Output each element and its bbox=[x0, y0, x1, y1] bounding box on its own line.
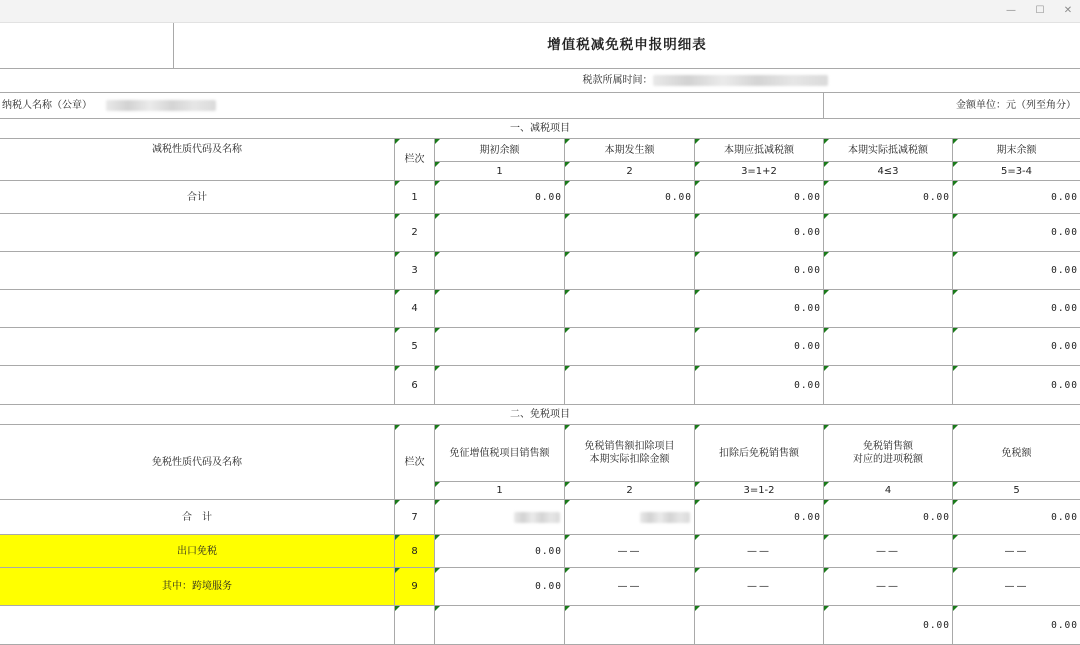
window-titlebar bbox=[0, 0, 1080, 23]
taxpayer-label: 纳税人名称（公章） bbox=[2, 100, 92, 111]
data-cell[interactable] bbox=[565, 214, 695, 252]
data-cell[interactable] bbox=[824, 214, 953, 252]
data-cell[interactable]: 0.00 bbox=[953, 181, 1080, 214]
data-cell[interactable]: 0.00 bbox=[695, 181, 824, 214]
row-name-cell[interactable] bbox=[0, 366, 395, 405]
data-cell[interactable] bbox=[435, 500, 565, 535]
data-cell[interactable]: —— bbox=[953, 568, 1080, 606]
data-cell[interactable]: 0.00 bbox=[824, 606, 953, 645]
section2-name-header: 免税性质代码及名称 bbox=[0, 425, 395, 500]
row-line-number: 8 bbox=[395, 535, 435, 568]
data-cell[interactable]: 0.00 bbox=[435, 568, 565, 606]
data-cell[interactable]: 0.00 bbox=[953, 328, 1080, 366]
row-line-number: 7 bbox=[395, 500, 435, 535]
column-header: 期末余额 bbox=[953, 139, 1080, 162]
row-line-number: 4 bbox=[395, 290, 435, 328]
data-cell[interactable]: 0.00 bbox=[695, 328, 824, 366]
row-line-number: 3 bbox=[395, 252, 435, 290]
column-header: 扣除后免税销售额 bbox=[695, 425, 824, 482]
data-cell[interactable] bbox=[824, 366, 953, 405]
data-cell[interactable] bbox=[824, 252, 953, 290]
column-number: 3=1-2 bbox=[695, 482, 824, 500]
data-cell[interactable] bbox=[565, 290, 695, 328]
data-cell[interactable] bbox=[435, 328, 565, 366]
data-cell[interactable]: 0.00 bbox=[435, 535, 565, 568]
column-number: 4≤3 bbox=[824, 162, 953, 181]
data-cell[interactable]: —— bbox=[824, 568, 953, 606]
data-cell[interactable]: 0.00 bbox=[695, 366, 824, 405]
column-number: 5=3-4 bbox=[953, 162, 1080, 181]
data-cell[interactable] bbox=[565, 606, 695, 645]
spreadsheet-grid bbox=[0, 23, 1080, 645]
row-line-number: 2 bbox=[395, 214, 435, 252]
column-number: 4 bbox=[824, 482, 953, 500]
column-header: 免税销售额 对应的进项税额 bbox=[824, 425, 953, 482]
data-cell[interactable]: 0.00 bbox=[824, 500, 953, 535]
data-cell[interactable]: —— bbox=[565, 568, 695, 606]
amount-unit: 金额单位：元（列至角分） bbox=[824, 93, 1080, 119]
redacted-value bbox=[640, 512, 690, 523]
data-cell[interactable]: 0.00 bbox=[953, 606, 1080, 645]
minimize-icon[interactable]: — bbox=[1006, 5, 1016, 16]
row-name-cell[interactable] bbox=[0, 606, 395, 645]
column-header: 期初余额 bbox=[435, 139, 565, 162]
data-cell[interactable] bbox=[435, 606, 565, 645]
row-name-cell[interactable]: 其中：跨境服务 bbox=[0, 568, 395, 606]
data-cell[interactable]: —— bbox=[695, 568, 824, 606]
data-cell[interactable]: —— bbox=[695, 535, 824, 568]
data-cell[interactable] bbox=[435, 290, 565, 328]
close-icon[interactable]: ✕ bbox=[1063, 5, 1073, 16]
column-header: 本期实际抵减税额 bbox=[824, 139, 953, 162]
data-cell[interactable] bbox=[565, 500, 695, 535]
section2-line-header: 栏次 bbox=[395, 425, 435, 500]
column-number: 2 bbox=[565, 162, 695, 181]
taxpayer-name-redacted bbox=[106, 100, 216, 111]
data-cell[interactable]: 0.00 bbox=[565, 181, 695, 214]
taxpayer-name-cell[interactable] bbox=[0, 93, 824, 119]
section1-line-header: 栏次 bbox=[395, 139, 435, 181]
data-cell[interactable]: 0.00 bbox=[824, 181, 953, 214]
column-number: 1 bbox=[435, 482, 565, 500]
section2-heading: 二、免税项目 bbox=[0, 405, 1080, 425]
data-cell[interactable] bbox=[435, 252, 565, 290]
row-line-number: 9 bbox=[395, 568, 435, 606]
tax-period-label: 税款所属时间： bbox=[582, 75, 653, 86]
data-cell[interactable]: 0.00 bbox=[953, 366, 1080, 405]
header-blank-cell[interactable] bbox=[0, 23, 174, 69]
data-cell[interactable]: 0.00 bbox=[953, 290, 1080, 328]
column-number: 2 bbox=[565, 482, 695, 500]
data-cell[interactable] bbox=[824, 328, 953, 366]
row-name-cell[interactable]: 出口免税 bbox=[0, 535, 395, 568]
section1-heading: 一、减税项目 bbox=[0, 119, 1080, 139]
column-number: 5 bbox=[953, 482, 1080, 500]
data-cell[interactable]: —— bbox=[953, 535, 1080, 568]
row-name-cell[interactable] bbox=[0, 290, 395, 328]
data-cell[interactable]: 0.00 bbox=[953, 252, 1080, 290]
data-cell[interactable]: 0.00 bbox=[695, 500, 824, 535]
data-cell[interactable] bbox=[565, 252, 695, 290]
data-cell[interactable] bbox=[435, 366, 565, 405]
row-line-number: 6 bbox=[395, 366, 435, 405]
column-header: 免税额 bbox=[953, 425, 1080, 482]
section1-name-header: 减税性质代码及名称 bbox=[0, 139, 395, 181]
tax-period-row bbox=[0, 69, 1080, 93]
data-cell[interactable]: —— bbox=[565, 535, 695, 568]
row-line-number: 1 bbox=[395, 181, 435, 214]
tax-period-redacted bbox=[653, 75, 828, 86]
data-cell[interactable]: 0.00 bbox=[695, 214, 824, 252]
row-line-number: 5 bbox=[395, 328, 435, 366]
data-cell[interactable]: —— bbox=[824, 535, 953, 568]
data-cell[interactable] bbox=[435, 214, 565, 252]
row-name-cell[interactable]: 合计 bbox=[0, 181, 395, 214]
row-line-number bbox=[395, 606, 435, 645]
column-header: 免税销售额扣除项目 本期实际扣除金额 bbox=[565, 425, 695, 482]
data-cell[interactable] bbox=[824, 290, 953, 328]
column-number: 1 bbox=[435, 162, 565, 181]
row-name-cell[interactable] bbox=[0, 252, 395, 290]
data-cell[interactable]: 0.00 bbox=[953, 500, 1080, 535]
redacted-value bbox=[514, 512, 560, 523]
data-cell[interactable]: 0.00 bbox=[695, 290, 824, 328]
column-header: 本期发生额 bbox=[565, 139, 695, 162]
row-name-cell[interactable] bbox=[0, 214, 395, 252]
column-number: 3=1+2 bbox=[695, 162, 824, 181]
maximize-icon[interactable]: ☐ bbox=[1035, 5, 1045, 16]
row-name-cell[interactable]: 合 计 bbox=[0, 500, 395, 535]
form-title: 增值税减免税申报明细表 bbox=[174, 23, 1080, 69]
data-cell[interactable] bbox=[565, 328, 695, 366]
data-cell[interactable]: 0.00 bbox=[695, 252, 824, 290]
column-header: 免征增值税项目销售额 bbox=[435, 425, 565, 482]
data-cell[interactable]: 0.00 bbox=[953, 214, 1080, 252]
column-header: 本期应抵减税额 bbox=[695, 139, 824, 162]
row-name-cell[interactable] bbox=[0, 328, 395, 366]
data-cell[interactable] bbox=[565, 366, 695, 405]
data-cell[interactable]: 0.00 bbox=[435, 181, 565, 214]
data-cell[interactable] bbox=[695, 606, 824, 645]
